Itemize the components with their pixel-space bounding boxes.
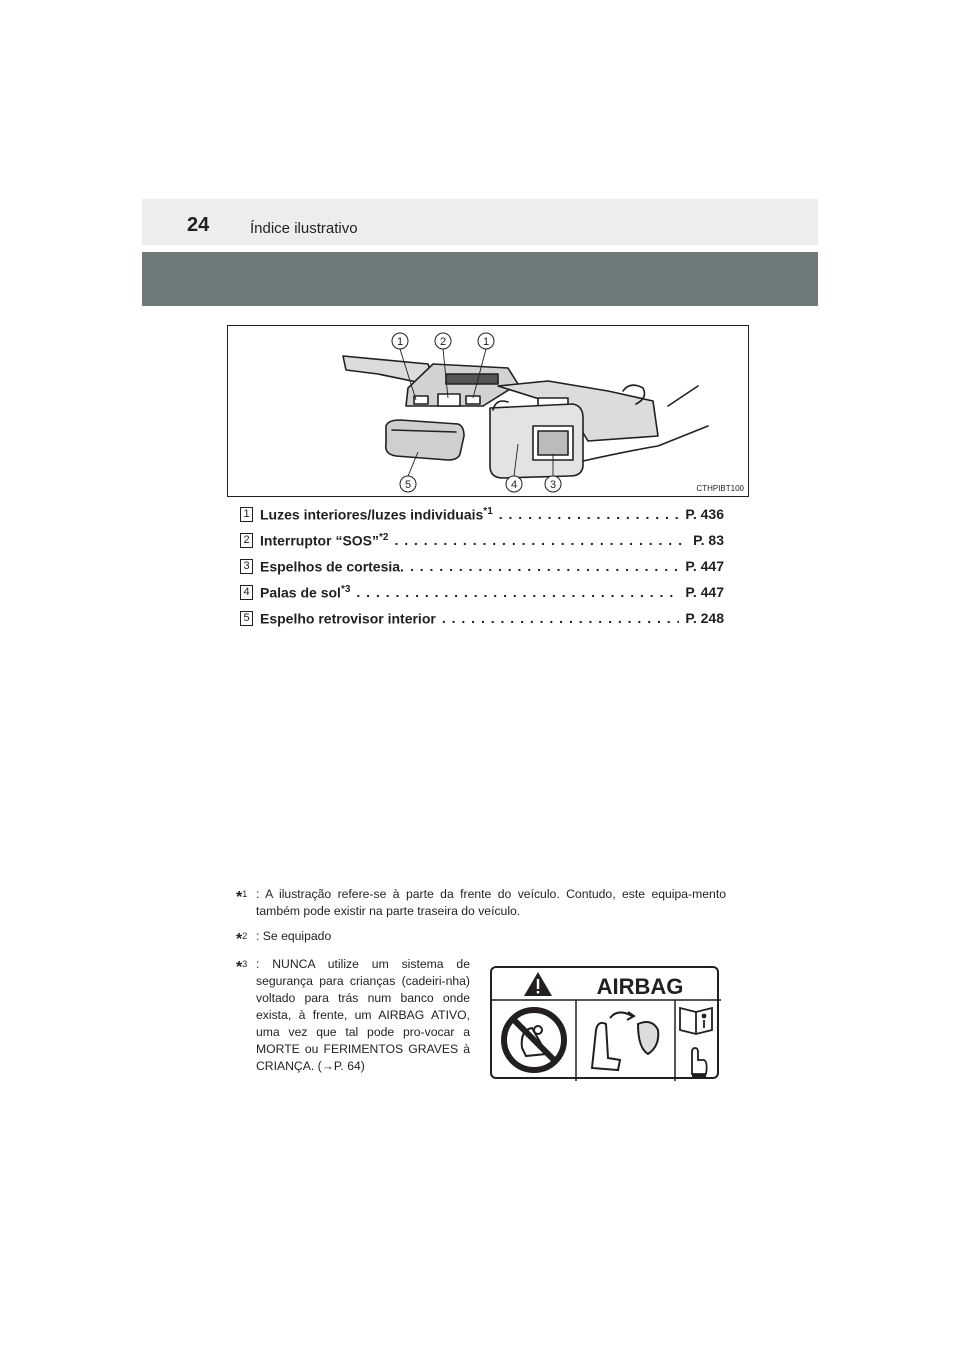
item-label: Espelhos de cortesia. [260, 558, 404, 575]
item-label: Interruptor “SOS”$^{*2}$ [260, 531, 389, 549]
footnote-index: 1 [242, 889, 248, 899]
overhead-console-drawing [228, 326, 750, 498]
airbag-label-drawing [492, 968, 721, 1081]
footnote-star: * [236, 889, 243, 906]
list-item[interactable] [240, 527, 724, 553]
illustration-code: CTHPIBT100 [696, 484, 744, 493]
item-number: 3 [240, 559, 253, 574]
item-number: 4 [240, 585, 253, 600]
section-band [142, 252, 818, 306]
callout-1a-label: 1 [396, 336, 404, 348]
no-rear-facing-seat-icon [504, 1010, 564, 1070]
item-label: Palas de sol$^{*3}$ [260, 583, 351, 601]
footnote-index: 3 [242, 959, 248, 969]
item-label: Luzes interiores/luzes individuais$^{*1}$ [260, 505, 493, 523]
footnote-text: : NUNCA utilize um sistema de segurança para crianças (cadeiri-nha) voltado para trás num banco onde exista, à frente, um AIRBAG ATIVO, uma vez que tal pode pro-vocar a MORTE ou FERIMENTOS GRAVES à CRIANÇA. (→P. 64) [256, 957, 470, 1073]
footnote-text: : A ilustração refere-se à parte da frente do veículo. Contudo, este equipa-mento também pode existir na parte traseira do veículo. [256, 887, 726, 918]
item-number: 1 [240, 507, 253, 522]
footnote-text: : Se equipado [256, 929, 332, 943]
leader-dots [394, 532, 687, 548]
item-number: 2 [240, 533, 253, 548]
list-item[interactable] [240, 605, 724, 631]
page-reference-link[interactable]: P. 447 [685, 584, 724, 600]
item-list [240, 501, 724, 631]
section-title: Índice ilustrativo [250, 220, 358, 237]
item-label: Espelho retrovisor interior [260, 610, 436, 627]
leader-dots [356, 584, 679, 600]
footnote-star: * [236, 959, 243, 976]
callout-1b-label: 1 [482, 336, 490, 348]
footnote-star: * [236, 931, 243, 948]
callout-5-label: 5 [404, 479, 412, 491]
callout-4-label: 4 [510, 479, 518, 491]
airbag-title: AIRBAG [596, 974, 684, 999]
footnote-1 [236, 886, 726, 920]
callout-2-label: 2 [439, 336, 447, 348]
page-number: 24 [187, 214, 210, 236]
header-bar [142, 199, 818, 245]
leader-dots [499, 506, 680, 522]
leader-dots [442, 610, 680, 626]
list-item[interactable] [240, 553, 724, 579]
leader-dots [410, 558, 679, 574]
page-reference-link[interactable]: P. 248 [685, 610, 724, 626]
footnote-2 [236, 928, 726, 948]
footnote-index: 2 [242, 931, 248, 941]
page-reference-link[interactable]: P. 83 [693, 532, 724, 548]
page-reference-link[interactable]: P. 436 [685, 506, 724, 522]
list-item[interactable] [240, 579, 724, 605]
manual-info-icon [680, 1008, 712, 1076]
airbag-deploy-icon [592, 1012, 658, 1070]
airbag-warning-label [490, 966, 719, 1079]
list-item[interactable] [240, 501, 724, 527]
overhead-console-illustration [227, 325, 749, 497]
warning-triangle-icon [524, 972, 552, 996]
item-number: 5 [240, 611, 253, 626]
callout-3-label: 3 [549, 479, 557, 491]
page-reference-link[interactable]: P. 447 [685, 558, 724, 574]
